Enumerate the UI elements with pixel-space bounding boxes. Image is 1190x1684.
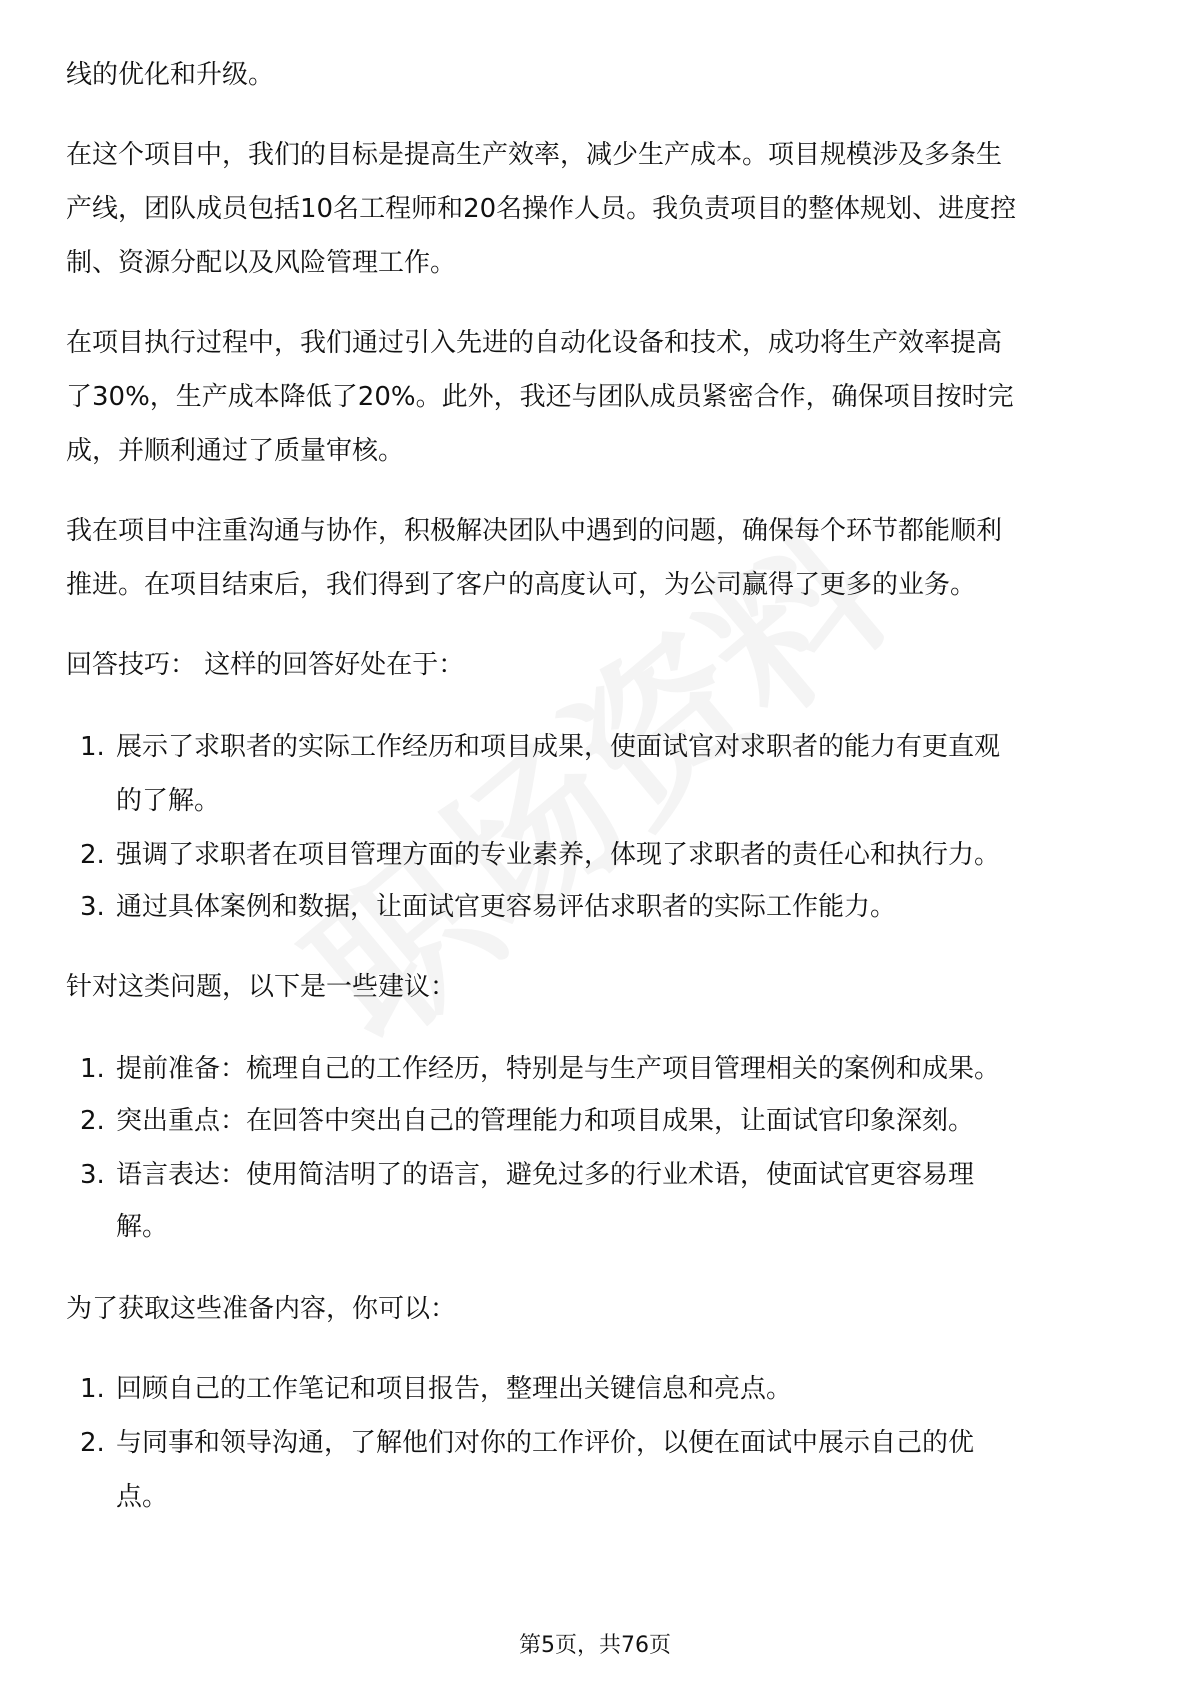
tips-heading: 回答技巧： 这样的回答好处在于： — [66, 650, 465, 680]
tips-item-1-line-1: 展示了求职者的实际工作经历和项目成果，使面试官对求职者的能力有更直观 — [116, 732, 1001, 762]
paragraph-execution-line-1: 在项目执行过程中，我们通过引入先进的自动化设备和技术，成功将生产效率提高 — [66, 328, 1003, 358]
page-number: 第5页，共76页 — [519, 1633, 671, 1658]
paragraph-goal-line-3: 制、资源分配以及风险管理工作。 — [66, 248, 457, 278]
suggestions-item-3-line-2: 解。 — [116, 1212, 169, 1242]
prepare-item-2-number: 2. — [80, 1428, 105, 1458]
paragraph-continued: 线的优化和升级。 — [66, 60, 275, 90]
tips-item-1-number: 1. — [80, 732, 105, 762]
paragraph-goal-line-1: 在这个项目中，我们的目标是提高生产效率，减少生产成本。项目规模涉及多条生 — [66, 140, 1003, 170]
suggestions-item-3-number: 3. — [80, 1160, 105, 1190]
prepare-item-1-number: 1. — [80, 1374, 105, 1404]
prepare-item-2-line-2: 点。 — [116, 1482, 169, 1512]
suggestions-item-2-number: 2. — [80, 1106, 105, 1136]
paragraph-execution-line-3: 成，并顺利通过了质量审核。 — [66, 436, 405, 466]
paragraph-communication-line-1: 我在项目中注重沟通与协作，积极解决团队中遇到的问题，确保每个环节都能顺利 — [66, 516, 1003, 546]
prepare-item-2-line-1: 与同事和领导沟通，了解他们对你的工作评价，以便在面试中展示自己的优 — [116, 1428, 975, 1458]
paragraph-communication-line-2: 推进。在项目结束后，我们得到了客户的高度认可，为公司赢得了更多的业务。 — [66, 570, 977, 600]
suggestions-item-2-line-1: 突出重点：在回答中突出自己的管理能力和项目成果，让面试官印象深刻。 — [116, 1106, 975, 1136]
paragraph-execution-line-2: 了30%，生产成本降低了20%。此外，我还与团队成员紧密合作，确保项目按时完 — [66, 382, 1014, 412]
prepare-heading: 为了获取这些准备内容，你可以： — [66, 1294, 457, 1324]
tips-item-2-line-1: 强调了求职者在项目管理方面的专业素养，体现了求职者的责任心和执行力。 — [116, 840, 1001, 870]
prepare-item-1-line-1: 回顾自己的工作笔记和项目报告，整理出关键信息和亮点。 — [116, 1374, 793, 1404]
tips-item-1-line-2: 的了解。 — [116, 786, 221, 816]
tips-item-2-number: 2. — [80, 840, 105, 870]
tips-item-3-line-1: 通过具体案例和数据，让面试官更容易评估求职者的实际工作能力。 — [116, 892, 897, 922]
suggestions-item-3-line-1: 语言表达：使用简洁明了的语言，避免过多的行业术语，使面试官更容易理 — [116, 1160, 975, 1190]
tips-item-3-number: 3. — [80, 892, 105, 922]
paragraph-goal-line-2: 产线，团队成员包括10名工程师和20名操作人员。我负责项目的整体规划、进度控 — [66, 194, 1017, 224]
suggestions-heading: 针对这类问题，以下是一些建议： — [66, 972, 457, 1002]
suggestions-item-1-line-1: 提前准备：梳理自己的工作经历，特别是与生产项目管理相关的案例和成果。 — [116, 1054, 1001, 1084]
suggestions-item-1-number: 1. — [80, 1054, 105, 1084]
